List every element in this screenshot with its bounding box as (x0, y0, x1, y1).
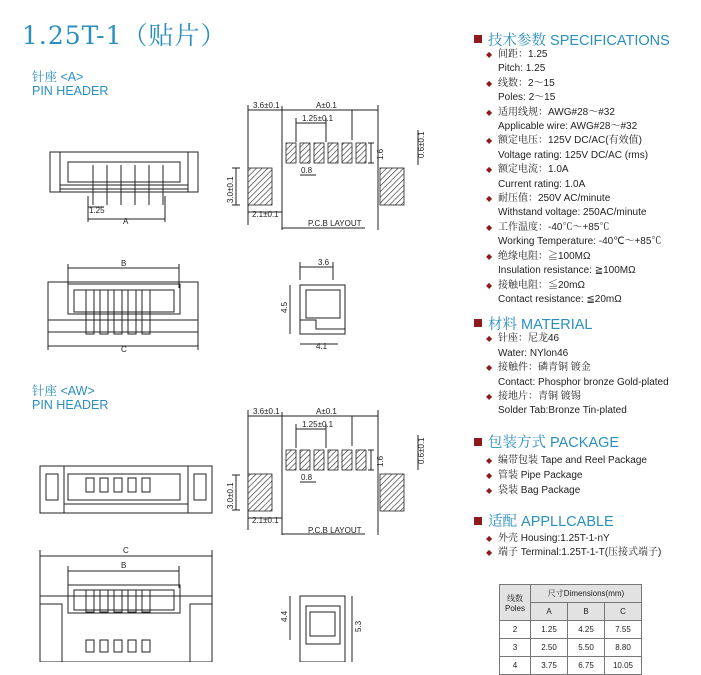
aw-dim-2.1: 2.1±0.1 (252, 516, 279, 525)
spec-item-en: Withstand voltage: 250AC/minute (498, 207, 647, 219)
aw-side-view (290, 596, 352, 662)
aw-dim-0.6: 0.6±0.1 (417, 437, 426, 464)
square-bullet-icon (474, 517, 482, 525)
spec-item-en: Pitch: 1.25 (498, 63, 546, 75)
a-dim-pitch: 1.25 (89, 206, 105, 215)
material-list (472, 332, 697, 418)
spec-item-cn: ◆ 线数：2〜15 (472, 77, 697, 91)
table-cell: 4.25 (568, 621, 605, 639)
table-cell: 1.25 (531, 621, 568, 639)
aw-pcb-layout-label: P.C.B LAYOUT (308, 526, 362, 535)
a-dim-0.6: 0.6±0.1 (417, 131, 426, 158)
spec-item-en: Applicable wire: AWG#28〜#32 (498, 121, 638, 133)
dimensions-table (499, 584, 642, 675)
a-pcb-layout-label: P.C.B LAYOUT (308, 219, 362, 228)
material-item-cn: ◆ 针座：尼龙46 (472, 332, 697, 346)
material-heading: 材料 MATERIAL (472, 314, 697, 332)
package-item: ◆ 管装 Pipe Package (472, 468, 697, 483)
table-cell: 4 (500, 657, 531, 675)
table-col-c: C (605, 603, 642, 621)
spec-item-cn: ◆ 间距：1.25 (472, 48, 697, 62)
material-item-en: Water: NYlon46 (498, 347, 569, 359)
a-dim-C: C (121, 345, 127, 354)
spec-item-cn: ◆ 适用线规：AWG#28〜#32 (472, 106, 697, 120)
spec-item-en: Insulation resistance: ≧100MΩ (498, 265, 636, 277)
package-list (472, 453, 697, 498)
header-a-en: PIN HEADER (32, 84, 109, 98)
a-side-view (290, 262, 345, 344)
spec-item-cn: ◆ 工作温度：-40℃〜+85℃ (472, 221, 697, 235)
table-cell: 7.55 (605, 621, 642, 639)
spec-column (472, 30, 697, 561)
a-front-view (50, 152, 198, 222)
material-item-en: Contact: Phosphor bronze Gold-plated (498, 376, 669, 388)
a-dim-2.1: 2.1±0.1 (252, 210, 279, 219)
a-dim-1.25: 1.25±0.1 (302, 114, 334, 123)
spec-item-en: Voltage rating: 125V DC/AC (rms) (498, 149, 649, 161)
header-a-cn: 针座 <A> (32, 70, 84, 84)
aw-dim-3.0: 3.0±0.1 (226, 482, 235, 509)
table-dim-header: 尺寸Dimensions(mm) (531, 585, 642, 603)
table-row (500, 621, 642, 639)
a-bottom-view (48, 264, 198, 350)
applicable-list (472, 532, 697, 561)
a-dim-side-4.1: 4.1 (316, 342, 328, 351)
spec-item-en: Poles: 2〜15 (498, 92, 556, 104)
aw-dim-B: B (121, 561, 127, 570)
table-cell: 3 (500, 639, 531, 657)
page-title: 1.25T-1（贴片） (22, 21, 227, 50)
a-dim-3.0: 3.0±0.1 (226, 176, 235, 203)
table-cell: 10.05 (605, 657, 642, 675)
table-cell: 6.75 (568, 657, 605, 675)
material-item-cn: ◆ 接触件：磷青铜 镀金 (472, 361, 697, 375)
aw-dim-side-4.4: 4.4 (280, 610, 289, 622)
table-row (500, 639, 642, 657)
a-dim-A: A±0.1 (316, 101, 337, 110)
package-item: ◆ 袋装 Bag Package (472, 483, 697, 498)
material-item-en: Solder Tab:Bronze Tin-plated (498, 405, 627, 417)
table-row (500, 657, 642, 675)
table-poles-header: 线数 Poles (500, 585, 531, 621)
table-cell: 2 (500, 621, 531, 639)
aw-front-view (40, 466, 212, 513)
spec-item-en: Working Temperature: -40℃〜+85℃ (498, 236, 662, 248)
a-dim-A-front: A (123, 217, 129, 226)
aw-dim-3.6: 3.6±0.1 (253, 407, 280, 416)
square-bullet-icon (474, 35, 482, 43)
package-heading: 包装方式 PACKAGE (472, 433, 697, 451)
square-bullet-icon (474, 319, 482, 327)
spec-item-cn: ◆ 接触电阻：≦20mΩ (472, 279, 697, 293)
aw-dim-1.25: 1.25±0.1 (302, 420, 334, 429)
spec-item-cn: ◆ 绝缘电阻：≧100MΩ (472, 250, 697, 264)
spec-item-cn: ◆ 额定电流：1.0A (472, 163, 697, 177)
material-item-cn: ◆ 接地片：青铜 镀锡 (472, 390, 697, 404)
a-dim-0.8: 0.8 (301, 166, 313, 175)
header-aw-cn: 针座 <AW> (32, 384, 95, 398)
applicable-item: ◆ 外壳 Housing:1.25T-1-nY (472, 532, 697, 546)
a-dim-1.6: 1.6 (376, 148, 385, 160)
a-dim-B: B (121, 259, 127, 268)
table-cell: 5.50 (568, 639, 605, 657)
aw-dim-A: A±0.1 (316, 407, 337, 416)
applicable-heading: 适配 APPLLCABLE (472, 512, 697, 530)
a-dim-3.6: 3.6±0.1 (253, 101, 280, 110)
table-col-a: A (531, 603, 568, 621)
spec-item-cn: ◆ 额定电压：125V DC/AC(有效值) (472, 134, 697, 148)
a-dim-side-3.6: 3.6 (318, 258, 330, 267)
spec-item-en: Current rating: 1.0A (498, 178, 586, 190)
aw-dim-0.8: 0.8 (301, 473, 313, 482)
aw-dim-C: C (123, 546, 129, 555)
applicable-item: ◆ 端子 Terminal:1.25T-1-T(压接式端子) (472, 546, 697, 560)
square-bullet-icon (474, 438, 482, 446)
aw-dim-side-5.3: 5.3 (354, 620, 363, 632)
specifications-heading: 技术参数 SPECIFICATIONS (472, 30, 697, 48)
specifications-list (472, 48, 697, 307)
a-dim-side-4.5: 4.5 (280, 301, 289, 313)
table-cell: 2.50 (531, 639, 568, 657)
aw-dim-1.6: 1.6 (376, 455, 385, 467)
spec-item-cn: ◆ 耐压值：250V AC/minute (472, 192, 697, 206)
table-cell: 3.75 (531, 657, 568, 675)
table-cell: 8.80 (605, 639, 642, 657)
spec-item-en: Contact resistance: ≦20mΩ (498, 293, 622, 305)
header-aw-en: PIN HEADER (32, 398, 109, 412)
table-col-b: B (568, 603, 605, 621)
package-item: ◆ 编带包装 Tape and Reel Package (472, 453, 697, 468)
